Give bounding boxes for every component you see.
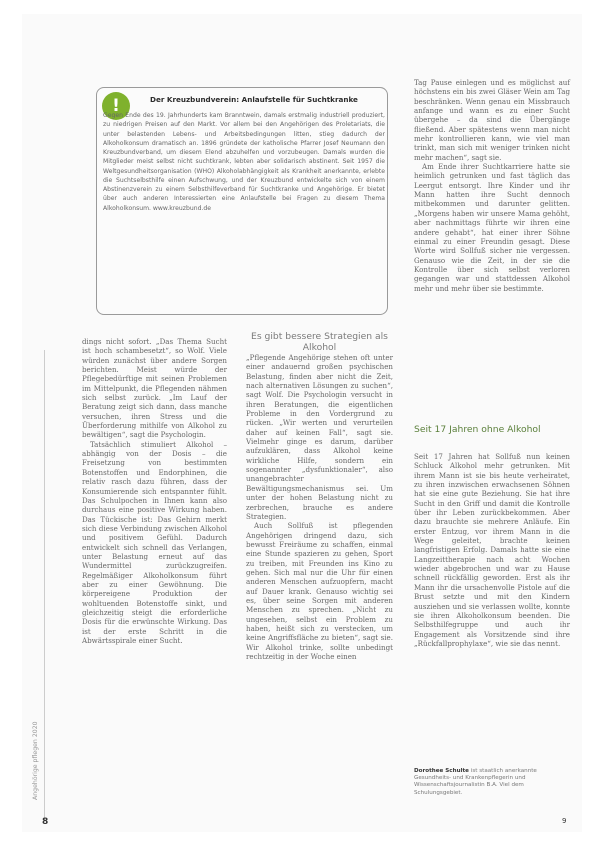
paragraph: „Pflegende Angehörige stehen oft unter einer andauernd großen psychischen Belastung, finden aber nicht die Zeit, nach alternativen Lösungen zu suchen“, sagt Wolf. Die Psychologin versucht in ihren Beratungen, die eigentlichen Probleme in den Vordergrund zu rücken. „Wir werten und verurteilen daher auf keinen Fall“, sagt sie. Vielmehr ginge es darum, darüber aufzuklären, dass Alkohol keine wirkliche Hilfe, sondern ein sogenannter „dysfunktionaler“, also unangebrachter Bewältigungsmechanismus sei. Um unter der hohen Belastung nicht zu zerbrechen, brauche es andere Strategien.: [246, 353, 393, 521]
column-2: [246, 353, 393, 661]
author-text: ist staatlich anerkannte Gesundheits- und Krankenpflegerin und Wissenschaftsjournalistin B.A. Viel dem Schulungsgebiet.: [414, 768, 537, 796]
author-name: Dorothee Schulte: [414, 768, 469, 774]
info-box-text: Gegen Ende des 19. Jahrhunderts kam Branntwein, damals erstmalig industriell produziert, zu niedrigen Preisen auf den Markt. Vor allem bei den Angehörigen des Proletariats, die unter belastenden Lebens- und Arbeitsbedingungen litten, stieg dadurch der Alkoholkonsum dramatisch an. 1896 gründete der katholische Pfarrer Josef Neumann den Kreuzbundverband, um diesem Elend abzuhelfen und vorzubeugen. Damals wurden die Mitglieder meist selbst nicht suchtkrank, lebten aber solidarisch abstinent. Seit 1957 die Weltgesundheitsorganisation (WHO) Alkoholabhängigkeit als Krankheit anerkannte, erlebte die Suchtselbsthilfe einen Aufschwung, und der Kreuzbund entwickelte sich von einem Abstinenzverein zu einem Selbsthilfeverband für Suchtkranke und Angehörige. Er bietet über auch anderen Interessierten eine Anlaufstelle bei Fragen zu diesem Thema Alkoholkonsum. www.kreuzbund.de: [103, 112, 385, 212]
exclamation-icon: !: [102, 92, 130, 120]
paragraph: Seit 17 Jahren hat Sollfuß nun keinen Schluck Alkohol mehr getrunken. Mit ihrem Mann ist sie bis heute verheiratet, zu ihren inzwischen erwachsenen Söhnen hat sie eine gute Beziehung. Sie hat ihre Sucht in den Griff und damit die Kontrolle über ihr Leben zurückbekommen. Aber dazu brauchte sie mehrere Anläufe. Ein erster Entzug, vor ihrem Mann in die Wege geleitet, brachte keinen langfristigen Erfolg. Damals hatte sie eine Langzeittherapie nach acht Wochen wieder abgebrochen und war zu Hause schnell rückfällig geworden. Erst als ihr Mann ihr die ursachenvolle Pistole auf die Brust setzte und mit den Kindern ausziehen und sie verlassen wollte, konnte sie ihren Alkoholkonsum beenden. Die Selbsthilfegruppe und auch ihr Engagement als Vorsitzende sind ihre „Rückfallprophylaxe“, wie sie das nennt.: [414, 452, 570, 648]
column-3: [414, 78, 570, 293]
info-box-title: Der Kreuzbundverein: Anlaufstelle für Suchtkranke: [150, 95, 358, 104]
page-number-left: 8: [42, 817, 49, 827]
paragraph: Tatsächlich stimuliert Alkohol – abhängig von der Dosis – die Freisetzung von bestimmten Botenstoffen und Endorphinen, die relativ rasch dazu führen, dass der Konsumierende sich entspannter fühlt. Das Schulpochen in Ihnen kann also durchaus eine positive Wirkung haben. Das Tückische ist: Das Gehirn merkt sich diese Verbindung zwischen Alkohol und positivem Gefühl. Dadurch entwickelt sich schnell das Verlangen, unter Belastung erneut auf das Wundermittel zurückzugreifen. Regelmäßiger Alkoholkonsum führt aber zu einer Gewöhnung. Die körpereigene Produktion der wohltuenden Botenstoffe sinkt, und gleichzeitig steigt die erforderliche Dosis für die erwünschte Wirkung. Das ist der erste Schritt in die Abwärtsspirale einer Sucht.: [82, 439, 227, 645]
paragraph: Tag Pause einlegen und es möglichst auf höchstens ein bis zwei Gläser Wein am Tag beschränken. Wenn genau ein Missbrauch anfange und wann es zu einer Sucht übergehe – da sind die Übergänge fließend. Aber spätestens wenn man nicht mehr kontrollieren kann, wie viel man trinkt, man sich mit weniger trinken nicht mehr machen“, sagt sie.: [414, 78, 570, 162]
section-heading: Es gibt bessere Strategien als Alkohol: [251, 331, 388, 353]
side-label: Angehörige pflegen 2020: [32, 721, 39, 800]
paragraph: Auch Sollfuß ist pflegenden Angehörigen dringend dazu, sich bewusst Freiräume zu schaffen, einmal eine Stunde spazieren zu gehen, Sport zu treiben, mit Freunden ins Kino zu gehen. Sich mal nur die Uhr für einen anderen Menschen aufzuopfern, macht auf Dauer krank. Genauso wichtig sei es, über seine Sorgen mit anderen Menschen zu sprechen. „Nicht zu ungesehen, selbst ein Problem zu haben, heißt sich zu verstecken, um keine Angriffsfläche zu bieten“, sagt sie. Wir Alkohol trinke, sollte unbedingt rechtzeitig in der Woche einen: [246, 521, 393, 661]
author-bio: [414, 768, 570, 797]
paragraph: dings nicht sofort. „Das Thema Sucht ist hoch schambesetzt“, so Wolf. Viele würden zunächst über andere Sorgen berichten. Meist würde der Pflegebedürftige mit seinen Problemen im Mittelpunkt, die Pflegenden nähmen sich selbst zurück. „Im Lauf der Beratung zeigt sich dann, dass manche versuchen, ihren Stress und die Überforderung mithilfe von Alkohol zu bewältigen“, sagt die Psychologin.: [82, 337, 227, 440]
column-1: [82, 337, 227, 645]
section-heading: Seit 17 Jahren ohne Alkohol: [414, 424, 541, 435]
page-number-right: 9: [562, 817, 567, 825]
column-3-continued: [414, 452, 570, 648]
side-divider: [44, 350, 45, 820]
paragraph: Am Ende ihrer Suchtkarriere hatte sie heimlich getrunken und fast täglich das Leergut entsorgt. Ihre Kinder und ihr Mann hatten ihre Sucht dennoch mitbekommen und darunter gelitten. „Morgens haben wir unsere Mama gehöht, aber nachmittags führte wir ihren eine andere gehabt“, hat einer ihrer Söhne einmal zu einer Freundin gesagt. Diese Worte wird Sollfuß sicher nie vergessen. Genauso wie die Zeit, in der sie die Kontrolle über sich selbst verloren gegangen war und stattdessen Alkohol mehr und mehr über sie bestimmte.: [414, 162, 570, 293]
